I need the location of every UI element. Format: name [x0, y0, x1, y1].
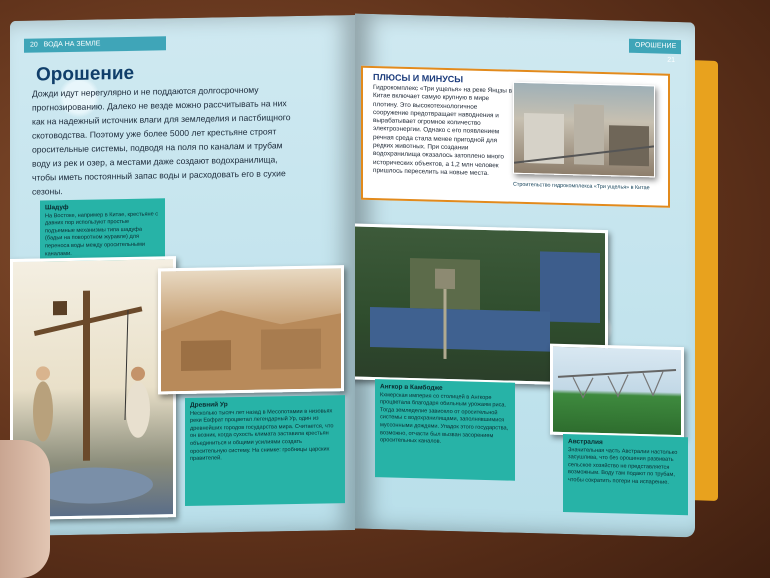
pros-cons-box: [361, 66, 670, 208]
irrigation-sprinkler-photo: [550, 344, 684, 439]
right-page: [355, 14, 695, 538]
sprinkler-drawing: [553, 347, 681, 435]
angkor-heading: Ангкор в Камбодже: [380, 383, 443, 392]
australia-text: Значительная часть Австралии настолько засушлива, что без орошения развивать сельское хозяйство не представляется возможным. Воду там подают по трубам, чтобы сократить потери на испарение.: [568, 446, 678, 486]
australia-heading: Австралия: [568, 438, 603, 447]
ur-box: [185, 395, 345, 506]
ruins-drawing: [161, 268, 341, 391]
ur-ruins-photo: [158, 265, 344, 394]
pros-cons-heading: ПЛЮСЫ И МИНУСЫ: [373, 72, 464, 85]
intro-text: Дожди идут нерегулярно и не поддаются долгосрочному прогнозированию. Далеко не везде можно рассчитывать на них как на надежный источник влаги для земледелия и пастбищного скотоводства. Поэтому уже более 5000 лет крестьяне строят оросительные системы, подводя на поля по каналам и трубам воду из рек и озер, а местами даже создают водохранилища, чтобы иметь постоянный запас воды и расходовать его в сухие сезоны.: [32, 84, 291, 197]
shaduf-heading: Шадуф: [45, 203, 69, 212]
dam-drawing: [514, 83, 654, 177]
right-page-section: ОРОШЕНИЕ: [635, 41, 677, 50]
left-page-number: 20: [30, 41, 38, 49]
open-book: [10, 18, 710, 533]
right-page-number: 21: [667, 56, 675, 64]
shaduf-text: На Востоке, например в Китае, крестьяне с давних пор используют простые подъемные механизмы типа шадуфа (бадьи на поворотном журавле) для переноса воды между оросительными каналами.: [45, 211, 159, 257]
left-page-header: [24, 36, 166, 52]
pros-cons-text: Гидрокомплекс «Три ущелья» на реке Янцзы в Китае включает самую крупную в мире плотину. Это высокотехнологичное сооружение предотвращает наводнения и вырабатывает огромное количество электроэнергии. Однако с его появлением речная среда стала менее пригодной для редких животных. При создании водохранилища оказалось затоплено много исторических объектов, а 1,2 млн человек пришлось переселить на новые места.: [373, 84, 513, 178]
angkor-text: Кхмерская империя со столицей в Ангкоре процветала благодаря обильным урожаям риса. Тогда земледелие зависело от оросительной системы с водохранилищами, заполнявшимися муссонными дождями. Упадок этого государства, возможно, отчасти был вызван засорением оросительных каналов.: [380, 391, 509, 445]
three-gorges-caption: Строительство гидрокомплекса «Три ущелья» в Китае: [513, 181, 650, 192]
ur-text: Несколько тысяч лет назад в Месопотамии в низовьях реки Евфрат процветал легендарный Ур, один из древнейших городов государства мира. Считается, что он возник, когда сухость климата заставила крестьян объединиться и общими усилиями создать оросительную систему. На снимке: гробницы царских правителей.: [190, 407, 334, 463]
page-title: Орошение: [36, 62, 135, 86]
right-page-header: [629, 39, 681, 64]
shaduf-box: [40, 198, 165, 262]
australia-box: [563, 434, 688, 515]
three-gorges-photo: [513, 82, 655, 178]
left-page-section: ВОДА НА ЗЕМЛЕ: [43, 40, 101, 49]
reader-thumb: [0, 440, 50, 578]
angkor-box: [375, 379, 515, 481]
left-page: [10, 15, 355, 536]
ur-heading: Древний Ур: [190, 401, 228, 409]
